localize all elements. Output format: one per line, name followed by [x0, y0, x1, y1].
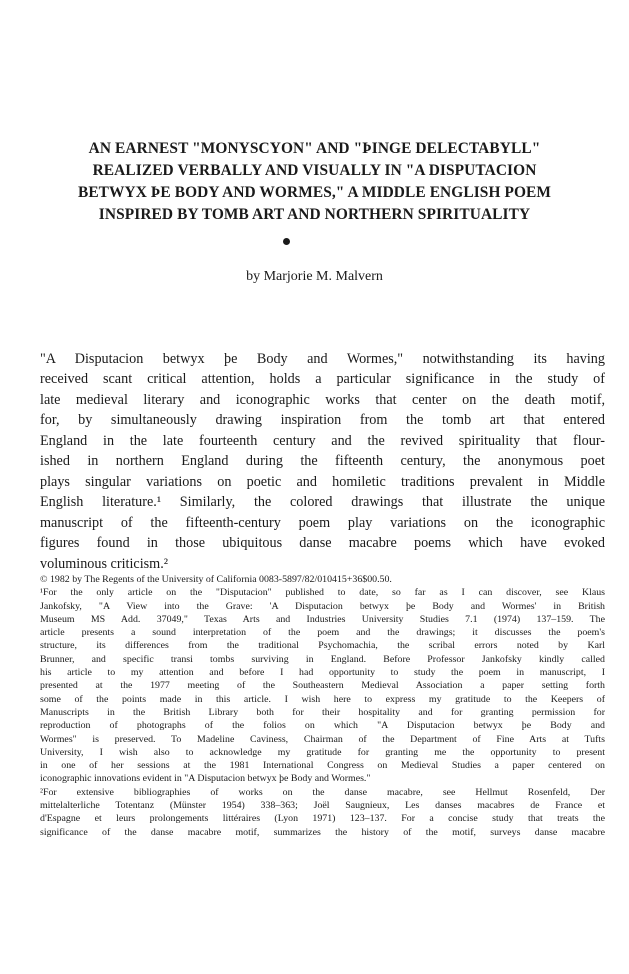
footnote-line: Museum MS Add. 37049," Texas Arts and Industries University Studies 7.1 (1974) 137–159. The — [40, 613, 605, 625]
footnote-line: presented at the 1977 meeting of the Southeastern Medieval Association a paper setting forth — [40, 680, 605, 692]
footnotes — [40, 573, 605, 839]
body-line: for, by simultaneously drawing inspiration from the tomb art that entered — [40, 412, 605, 429]
footnote-line: structure, its differences from the traditional Psychomachia, the scribal errors noted by Karl — [40, 640, 605, 652]
body-line: figures found in those ubiquitous danse macabre poems which have evoked — [40, 535, 605, 552]
section-bullet-icon — [283, 238, 290, 245]
copyright-line: © 1982 by The Regents of the University of California 0083-5897/82/010415+36$00.50. — [40, 574, 392, 585]
footnote-line: in one of her sessions at the 1981 International Congress on Medieval Studies a paper centered on — [40, 760, 605, 772]
body-line: voluminous criticism.² — [40, 555, 168, 572]
footnote-line: reproduction of photographs of the folios on which "A Disputacion betwyx þe Body and — [40, 720, 605, 732]
author-byline: by Marjorie M. Malvern — [246, 269, 383, 284]
title-line: INSPIRED BY TOMB ART AND NORTHERN SPIRITUALITY — [98, 206, 531, 223]
footnote-line: mittelalterliche Totentanz (Münster 1954) 338–363; Joël Saugnieux, Les danses macabres de France et — [40, 800, 605, 812]
title-line: REALIZED VERBALLY AND VISUALLY IN "A DISPUTACION — [92, 162, 537, 179]
body-line: late medieval literary and iconographic works that center on the death motif, — [40, 391, 605, 408]
footnote-line: iconographic innovations evident in "A Disputacion betwyx þe Body and Wormes." — [40, 773, 371, 785]
body-line: manuscript of the fifteenth-century poem play variations on the iconographic — [40, 514, 605, 531]
footnote-line: ²For extensive bibliographies of works on the danse macabre, see Hellmut Rosenfeld, Der — [40, 786, 605, 798]
body-line: England in the late fourteenth century and the revived spirituality that flour- — [40, 432, 605, 449]
footnote-line: significance of the danse macabre motif, summarizes the history of the motif, surveys danse macabre — [40, 826, 605, 838]
body-line: English literature.¹ Similarly, the colored drawings that illustrate the unique — [40, 494, 605, 511]
body-line: received scant critical attention, holds a particular significance in the study of — [40, 371, 605, 388]
footnote-line: Jankofsky, "A View into the Grave: 'A Disputacion betwyx þe Body and Wormes' in British — [40, 600, 605, 612]
footnote-line: University, I wish also to acknowledge my gratitude for granting me the opportunity to present — [40, 746, 605, 758]
footnote-line: Manuscripts in the British Library both for their hospitality and for granting permission for — [40, 706, 605, 718]
footnote-line: some of the points made in this article. I wish here to express my gratitude to the Keepers of — [40, 693, 605, 705]
footnote-line: d'Espagne et leurs prolongements littéraires (Lyon 1971) 123–137. For a concise study that treats the — [40, 813, 605, 825]
article-title — [20, 138, 609, 226]
body-line: ished in northern England during the fifteenth century, the anonymous poet — [40, 453, 605, 470]
title-line: BETWYX ÞE BODY AND WORMES," A MIDDLE ENGLISH POEM — [77, 184, 552, 201]
body-line: "A Disputacion betwyx þe Body and Wormes," notwithstanding its having — [40, 351, 605, 367]
footnote-line: his article to my attention and before I had opportunity to study the poem in manuscript, I — [40, 667, 605, 679]
footnote-line: article presents a sound interpretation of the poem and the drawings; it discusses the poem's — [40, 627, 605, 639]
footnote-line: Brunner, and specific transi tombs surviving in England. Before Professor Jankofsky kindly called — [40, 653, 605, 665]
footnote-line: Wormes" is preserved. To Madeline Caviness, Chairman of the Department of Fine Arts at Tufts — [40, 733, 605, 745]
title-line: AN EARNEST "MONYSCYON" AND "ÞINGE DELECTABYLL" — [88, 140, 541, 157]
footnote-line: ¹For the only article on the "Disputacion" published to date, so far as I can discover, see Klaus — [40, 587, 605, 599]
body-line: plays singular variations on poetic and homiletic traditions prevalent in Middle — [40, 473, 605, 490]
body-paragraph — [40, 349, 605, 574]
